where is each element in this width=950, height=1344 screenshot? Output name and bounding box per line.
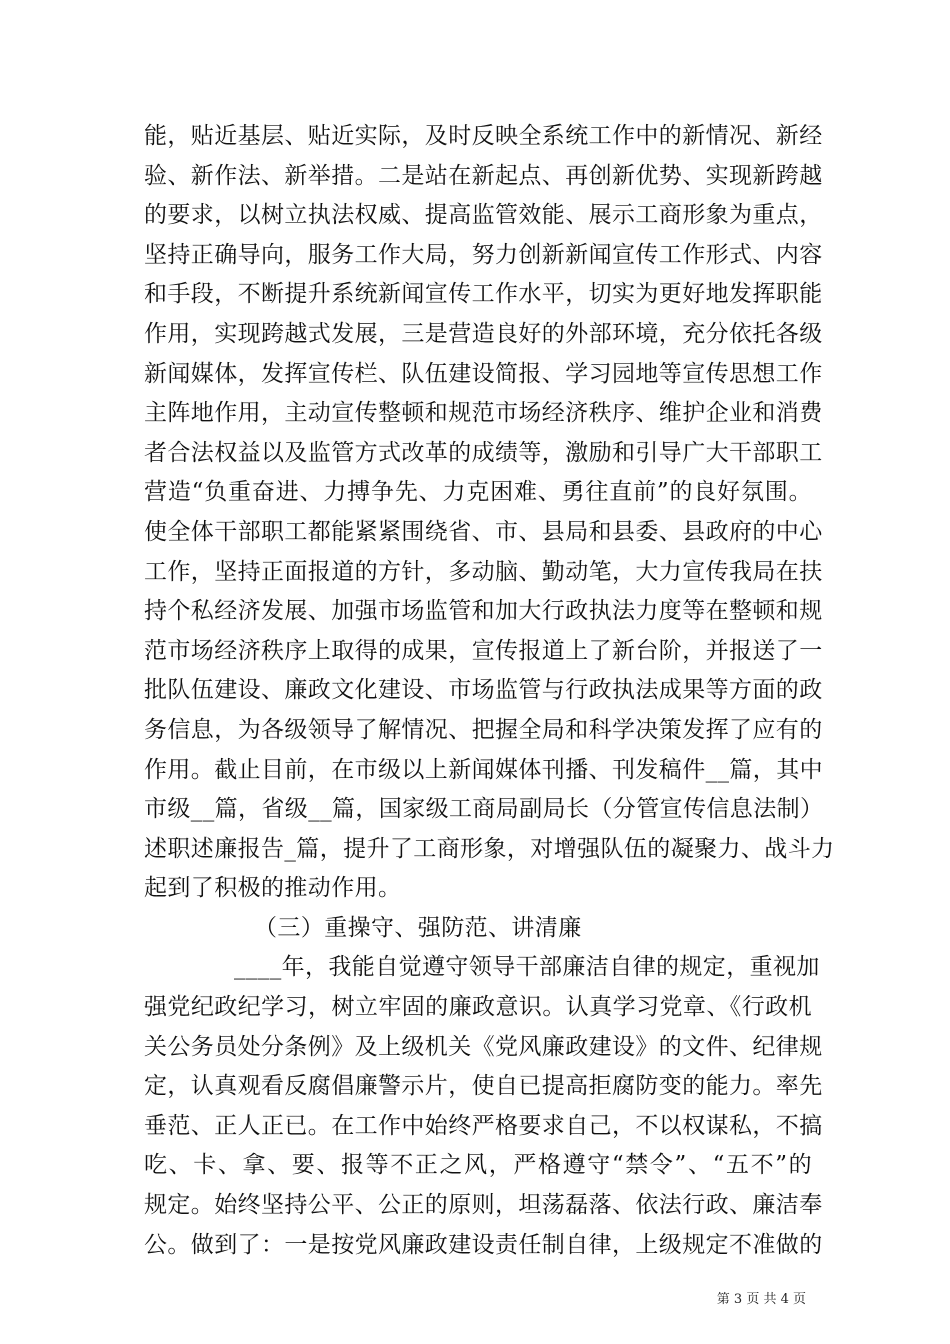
text-line: 市级__篇，省级__篇，国家级工商局副局长（分管宣传信息法制）	[144, 796, 824, 823]
text-line: 垂范、正人正已。在工作中始终严格要求自己，不以权谋私，不搞	[144, 1112, 823, 1139]
text-line: 强党纪政纪学习，树立牢固的廉政意识。认真学习党章、《行政机	[144, 994, 812, 1021]
text-line: 批队伍建设、廉政文化建设、市场监管与行政执法成果等方面的政	[144, 677, 823, 704]
text-line: 新闻媒体，发挥宣传栏、队伍建设简报、学习园地等宣传思想工作	[144, 360, 823, 387]
text-line: 范市场经济秩序上取得的成果，宣传报道上了新台阶，并报送了一	[144, 637, 823, 664]
text-line: 务信息，为各级领导了解情况、把握全局和科学决策发挥了应有的	[144, 716, 823, 743]
text-line: 的要求，以树立执法权威、提高监管效能、展示工商形象为重点，	[144, 202, 823, 229]
page-number: 第 3 页 共 4 页	[716, 1292, 806, 1307]
text-line: 工作，坚持正面报道的方针，多动脑、勤动笔，大力宣传我局在扶	[144, 558, 823, 585]
text-line: 起到了积极的推动作用。	[144, 875, 402, 902]
text-line: 公。做到了：一是按党风廉政建设责任制自律，上级规定不准做的	[144, 1231, 823, 1258]
text-line: 者合法权益以及监管方式改革的成绩等，激励和引导广大干部职工	[144, 439, 823, 466]
section-heading: （三）重操守、强防范、讲清廉	[254, 914, 582, 941]
text-line: 营造“负重奋进、力搏争先、力克困难、勇往直前”的良好氛围。	[144, 479, 812, 506]
text-line: 能，贴近基层、贴近实际，及时反映全系统工作中的新情况、新经	[144, 123, 823, 149]
text-line: 使全体干部职工都能紧紧围绕省、市、县局和县委、县政府的中心	[144, 518, 823, 545]
text-line: 持个私经济发展、加强市场监管和加大行政执法力度等在整顿和规	[144, 598, 823, 625]
text-line: 定，认真观看反腐倡廉警示片，使自已提高拒腐防变的能力。率先	[144, 1073, 823, 1100]
text-line: 验、新作法、新举措。二是站在新起点、再创新优势、实现新跨越	[144, 162, 823, 189]
text-line: 和手段，不断提升系统新闻宣传工作水平，切实为更好地发挥职能	[144, 281, 823, 308]
text-line: 规定。始终坚持公平、公正的原则，坦荡磊落、依法行政、廉洁奉	[144, 1192, 823, 1219]
body-text	[144, 117, 835, 1265]
text-line: 主阵地作用，主动宣传整顿和规范市场经济秩序、维护企业和消费	[144, 400, 823, 427]
text-line: 作用。截止目前，在市级以上新闻媒体刊播、刊发稿件__篇，其中	[144, 756, 823, 783]
text-line: 坚持正确导向，服务工作大局，努力创新新闻宣传工作形式、内容	[144, 241, 823, 268]
text-line: 吃、卡、拿、要、报等不正之风，严格遵守“禁令”、“五不”的	[144, 1152, 812, 1179]
text-line: 作用，实现跨越式发展，三是营造良好的外部环境，充分依托各级	[144, 320, 823, 347]
text-line: 关公务员处分条例》及上级机关《党风廉政建设》的文件、纪律规	[144, 1033, 823, 1060]
text-line: ____年，我能自觉遵守领导干部廉洁自律的规定，重视加	[234, 954, 820, 981]
text-line: 述职述廉报告_篇，提升了工商形象，对增强队伍的凝聚力、战斗力	[144, 835, 835, 862]
